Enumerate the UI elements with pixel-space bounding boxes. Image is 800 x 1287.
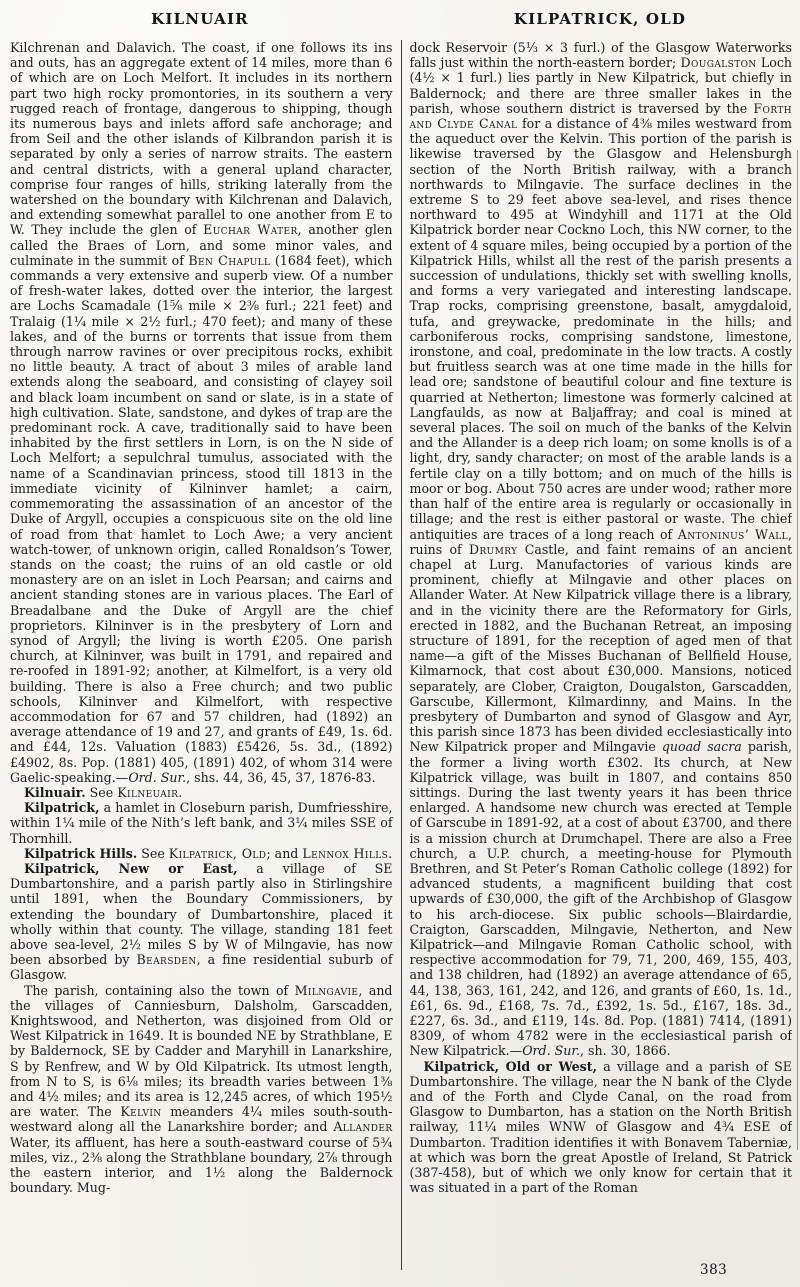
text-segment: Dougalston [680,55,757,71]
text-segment: ; and [266,845,303,861]
text-segment: See [137,845,169,861]
text-segment: The parish, containing also the town of [24,982,295,998]
page-header-right: KILPATRICK, OLD [513,10,687,28]
text-segment: meanders 4¼ miles south-south-westward along all the Lanarkshire border; and [10,1104,393,1135]
column-left [10,40,402,1270]
paragraph [410,1059,793,1196]
text-segment: Milngavie [294,982,359,998]
text-columns [0,38,800,1270]
text-segment: Ord. Sur. [522,1043,580,1059]
paragraph [10,861,393,983]
entry-headword: Kilpatrick Hills. [24,845,138,861]
text-segment: (1684 feet), which commands a very extensive and superb view. Of a number of fresh-water lakes, dotted over the interior, the largest are Lochs Scamadale (1⅝ mile × 2⅜ furl.; 221 feet) and Tralaig (1¼ mile × 2½ furl.; 470 feet); and many of these lakes, and of the burns or torrents that issue from them through narrow ravines or over precipitous rocks, exhibit no little beauty. A tract of about 3 miles of arable land extends along the seaboard, and consisting of clayey soil and black loam incumbent on sand or slate, is in a state of high cultivation. Slate, sandstone, and dykes of trap are the predominant rock. A cave, traditionally said to have been inhabited by the first settlers in Lorn, is on the N side of Loch Melfort; a sepulchral tumulus, associated with the name of a Scandinavian princess, stood till 1813 in the immediate vicinity of Kilninver hamlet; a cairn, commemorating the assassination of an ancestor of the Duke of Argyll, occupies a conspicuous site on the old line of road from that hamlet to Loch Awe; a very ancient watch-tower, of unknown origin, called Ronaldson’s Tower, stands on the coast; the ruins of an old castle or old monastery are on an islet in Loch Pearsan; and cairns and ancient standing stones are in various places. The Earl of Breadalbane and the Duke of Argyll are the chief proprietors. Kilninver is in the presbytery of Lorn and synod of Argyll; the living is worth £205. One parish church, at Kilninver, was built in 1791, and repaired and re-roofed in 1891-92; another, at Kilmelfort, is a very old building. There is also a Free church; and two public schools, Kilninver and Kilmelfort, with respective accommodation for 67 and 57 children, had (1892) an average attendance of 19 and 27, and grants of £49, 1s. 6d. and £44, 12s. Valuation (1883) £5426, 5s. 3d., (1892) £4902, 8s. Pop. (1881) 405, (1891) 402, of whom 314 were Gaelic-speaking.— [10,252,393,785]
text-segment: , another glen called the Braes of Lorn, and some minor vales, and culminate in the summit of [10,222,393,268]
text-segment: . [388,845,393,861]
text-segment: Ord. Sur. [128,769,187,785]
text-segment: , and the villages of Canniesburn, Dalsholm, Garscadden, Knightswood, and Netherton, was disjoined from Old or West Kilpatrick in 1649. It is bounded NE by Strathblane, E by Baldernock, SE by Cadder and Maryhill in Lanarkshire, S by Renfrew, and W by Old Kilpatrick. Its utmost length, from N to S, is 6⅛ miles; its breadth varies between 1⅜ and 4½ miles; and its area is 12,245 acres, of which 195½ are water. The [10,982,393,1120]
text-segment: for a distance of 4⅜ miles westward from the aqueduct over the Kelvin. This portion of the parish is likewise traversed by the Glasgow and Helensburgh section of the North British railway, with a branch northwards to Milngavie. The surface declines in the extreme S to 29 feet above sea-level, and rises thence northward to 495 at Windyhill and 1171 at the Old Kilpatrick border near Cockno Loch, this NW corner, to the extent of 4 square miles, being occupied by a portion of the Kilpatrick Hills, whilst all the rest of the parish presents a succession of undulations, thickly set with swelling knolls, and forms a very variegated and interesting landscape. Trap rocks, comprising greenstone, basalt, amygdaloid, tufa, and greywacke, predominate in the hills; and carboniferous rocks, comprising sandstone, limestone, ironstone, and coal, predominate in the low tracts. A costly but fruitless search was at one time made in the hills for lead ore; sandstone of beautiful colour and fine texture is quarried at Netherton; limestone was formerly calcined at Langfaulds, as now at Baljaffray; and coal is mined at several places. The soil on much of the banks of the Kelvin and the Allander is a deep rich loam; on some knolls is of a light, dry, sandy character; on most of the arable lands is a fertile clay on a tilly bottom; and on much of the hills is moor or bog. About 750 acres are under wood; rather more than half of the entire area is regularly or occasionally in tillage; and the rest is either pastoral or waste. The chief antiquities are traces of a long reach of [409,116,792,542]
text-segment: Euchar Water [203,222,298,238]
running-head [0,0,800,38]
text-segment: Bearsden [136,952,197,968]
text-segment: Ben Chapull [188,252,271,268]
paragraph [410,40,793,1059]
text-segment: Kelvin [120,1104,162,1120]
paragraph [10,846,393,861]
text-segment: , shs. 44, 36, 45, 37, 1876-83. [186,769,376,785]
text-segment: a village and a parish of SE Dumbartonshire. The village, near the N bank of the Clyde and of the Forth and Clyde Canal, on the road from Glasgow to Dumbarton, has a station on the North British railway, 11¼ miles WNW of Glasgow and 4¾ ESE of Dumbarton. Tradition identifies it with Bonavem Taberniæ, at which was born the great Apostle of Ireland, St Patrick (387-458), but of which we only know for certain that it was situated in a part of the Roman [409,1058,792,1196]
column-right [402,40,793,1270]
text-segment: dock Reservoir (5⅓ × 3 furl.) of the Glasgow Waterworks falls just within the north-eastern border; [409,40,792,71]
entry-headword: Kilpatrick, New or East, [24,860,238,876]
text-segment: Loch (4½ × 1 furl.) lies partly in New Kilpatrick, but chiefly in Baldernock; and there are three smaller lakes in the parish, whose southern district is traversed by the [409,55,792,116]
text-segment: a village of SE Dumbartonshire, and a parish partly also in Stirlingshire until 1891, when the Boundary Commissioners, by extending the boundary of Dumbartonshire, placed it wholly within that county. The village, standing 181 feet above sea-level, 2½ miles S by W of Milngavie, has now been absorbed by [10,860,393,968]
text-segment: Forth and Clyde Canal [409,100,792,132]
text-segment: Kilchrenan and Dalavich. The coast, if one follows its ins and outs, has an aggregate extent of 14 miles, more than 6 of which are on Loch Melfort. It includes in its northern part two high rocky promontories, in its southern a very rugged reach of frontage, dangerous to shipping, though its numerous bays and inlets afford safe anchorage; and from Seil and the other islands of Kilbrandon parish it is separated by only a series of narrow straits. The eastern and central districts, with a general upland character, comprise four ranges of hills, striking laterally from the watershed on the boundary with Kilchrenan and Dalavich, and extending somewhat parallel to one another from E to W. They include the glen of [10,40,393,238]
text-segment: a hamlet in Closeburn parish, Dumfriesshire, within 1¼ mile of the Nith’s left bank, and 3¼ miles SSE of Thornhill. [10,800,393,846]
paragraph [10,785,393,800]
text-segment: Allander [333,1119,393,1135]
text-segment: quoad sacra [661,739,742,755]
entry-headword: Kilpatrick, [24,800,100,816]
text-segment: , ruins of [409,526,792,557]
entry-headword: Kilpatrick, Old or West, [423,1058,597,1074]
scan-edge-line [797,150,798,1150]
paragraph [10,40,393,785]
text-segment: Water, its affluent, has here a south-eastward course of 5¾ miles, viz., 2⅜ along the Strathblane boundary, 2⅞ through the eastern interior, and 1½ along the Baldernock boundary. Mug- [10,1134,393,1196]
text-segment: Lennox Hills [302,845,389,861]
text-segment: Drumry [468,541,518,557]
text-segment: Kilneuair [117,784,179,800]
paragraph [10,800,393,846]
entry-headword: Kilnuair. [24,784,86,800]
page-number: 383 [700,1262,728,1278]
text-segment: Castle, and faint remains of an ancient chapel at Lurg. Manufactories of various kinds are prominent, chiefly at Milngavie and other places on Allander Water. At New Kilpatrick village there is a library, and in the vicinity there are the Reformatory for Girls, erected in 1882, and the Buchanan Retreat, an imposing structure of 1891, for the reception of aged men of that name—a gift of the Misses Buchanan of Bellfield House, Kilmarnock, that cost about £30,000. Mansions, noticed separately, are Clober, Craigton, Dougalston, Garscadden, Garscube, Killermont, Kilmardinny, and Mains. In the presbytery of Dumbarton and synod of Glasgow and Ayr, this parish since 1873 has been divided ecclesiastically into New Kilpatrick proper and Milngavie [409,541,792,755]
paragraph [10,983,393,1196]
text-segment: . [178,784,183,800]
text-segment: , sh. 30, 1866. [579,1043,671,1059]
page-header-left: KILNUAIR [151,10,249,28]
text-segment: parish, the former a living worth £302. Its church, at New Kilpatrick village, was built in 1807, and contains 850 sittings. During the last twenty years it has been thrice enlarged. A handsome new church was erected at Temple of Garscube in 1891-92, at a cost of about £3700, and there is a mission church at Drumchapel. There are also a Free church, a U.P. church, a meeting-house for Plymouth Brethren, and St Peter’s Roman Catholic college (1892) for advanced students, a magnificent building that cost upwards of £30,000, the gift of the Archbishop of Glasgow to his arch-diocese. Six public schools—Blairdardie, Craigton, Garscadden, Milngavie, Netherton, and New Kilpatrick—and Milngavie Roman Catholic school, with respective accommodation for 79, 71, 200, 469, 155, 403, and 138 children, had (1892) an average attendance of 65, 44, 138, 363, 161, 242, and 126, and grants of £60, 1s. 1d., £61, 6s. 9d., £168, 7s. 7d., £392, 1s. 5d., £167, 18s. 3d., £227, 6s. 3d., and £119, 14s. 8d. Pop. (1881) 7414, (1891) 8309, of whom 4782 were in the ecclesiastical parish of New Kilpatrick.— [409,739,792,1059]
text-segment: See [85,784,118,800]
text-segment: Antoninus’ Wall [677,526,788,542]
text-segment: Kilpatrick, Old [168,845,267,861]
text-segment: , a fine residential suburb of Glasgow. [10,952,393,983]
